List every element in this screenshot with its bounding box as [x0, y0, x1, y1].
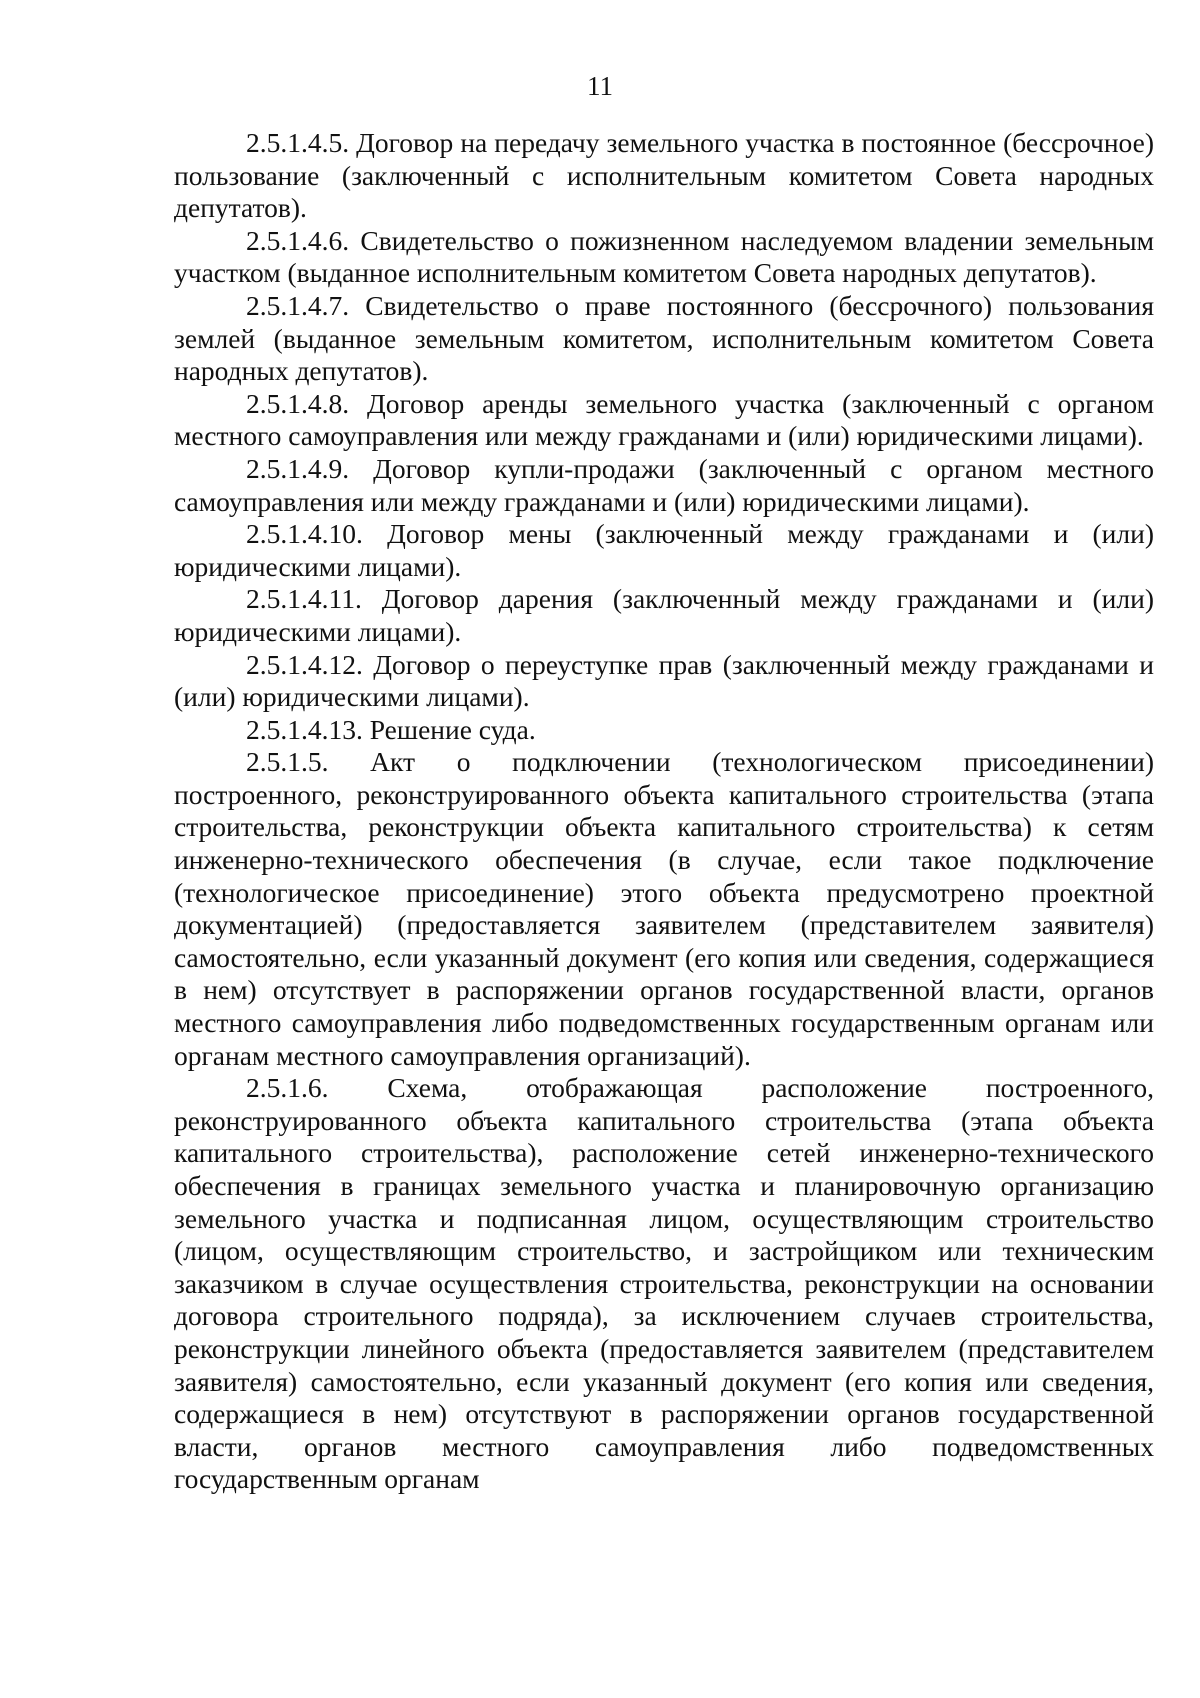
paragraph-2-5-1-4-6: 2.5.1.4.6. Свидетельство о пожизненном наследуемом владении земельным участком (выданное исполнительным комитетом Совета народных депутатов).: [174, 224, 1154, 289]
paragraph-2-5-1-4-8: 2.5.1.4.8. Договор аренды земельного участка (заключенный с органом местного самоуправления или между гражданами и (или) юридическими лицами).: [174, 387, 1154, 452]
paragraph-2-5-1-5: 2.5.1.5. Акт о подключении (технологическом присоединении) построенного, реконструированного объекта капитального строительства (этапа строительства, реконструкции объекта капитального строительства) к сетям инженерно-технического обеспечения (в случае, если такое подключение (технологическое присоединение) этого объекта предусмотрено проектной документацией) (предоставляется заявителем (представителем заявителя) самостоятельно, если указанный документ (его копия или сведения, содержащиеся в нем) отсутствует в распоряжении органов государственной власти, органов местного самоуправления либо подведомственных государственным органам или органам местного самоуправления организаций).: [174, 746, 1154, 1071]
paragraph-2-5-1-6: 2.5.1.6. Схема, отображающая расположение построенного, реконструированного объекта капитального строительства (этапа объекта капитального строительства), расположение сетей инженерно-технического обеспечения в границах земельного участка и планировочную организацию земельного участка и подписанная лицом, осуществляющим строительство (лицом, осуществляющим строительство, и застройщиком или техническим заказчиком в случае осуществления строительства, реконструкции на основании договора строительного подряда), за исключением случаев строительства, реконструкции линейного объекта (предоставляется заявителем (представителем заявителя) самостоятельно, если указанный документ (его копия или сведения, содержащиеся в нем) отсутствуют в распоряжении органов государственной власти, органов местного самоуправления либо подведомственных государственным органам: [174, 1072, 1154, 1495]
paragraph-2-5-1-4-9: 2.5.1.4.9. Договор купли-продажи (заключенный с органом местного самоуправления или между гражданами и (или) юридическими лицами).: [174, 452, 1154, 517]
document-body: [174, 127, 1154, 1496]
paragraph-2-5-1-4-12: 2.5.1.4.12. Договор о переуступке прав (заключенный между гражданами и (или) юридическими лицами).: [174, 648, 1154, 713]
paragraph-2-5-1-4-11: 2.5.1.4.11. Договор дарения (заключенный между гражданами и (или) юридическими лицами).: [174, 583, 1154, 647]
paragraph-2-5-1-4-13: 2.5.1.4.13. Решение суда.: [246, 713, 536, 745]
paragraph-2-5-1-4-10: 2.5.1.4.10. Договор мены (заключенный между гражданами и (или) юридическими лицами).: [174, 518, 1154, 582]
paragraph-2-5-1-4-7: 2.5.1.4.7. Свидетельство о праве постоянного (бессрочного) пользования землей (выданное земельным комитетом, исполнительным комитетом Совета народных депутатов).: [174, 289, 1154, 387]
paragraph-2-5-1-4-5: 2.5.1.4.5. Договор на передачу земельного участка в постоянное (бессрочное) пользование (заключенный с исполнительным комитетом Совета народных депутатов).: [174, 127, 1154, 224]
page-number: 11: [587, 71, 613, 101]
